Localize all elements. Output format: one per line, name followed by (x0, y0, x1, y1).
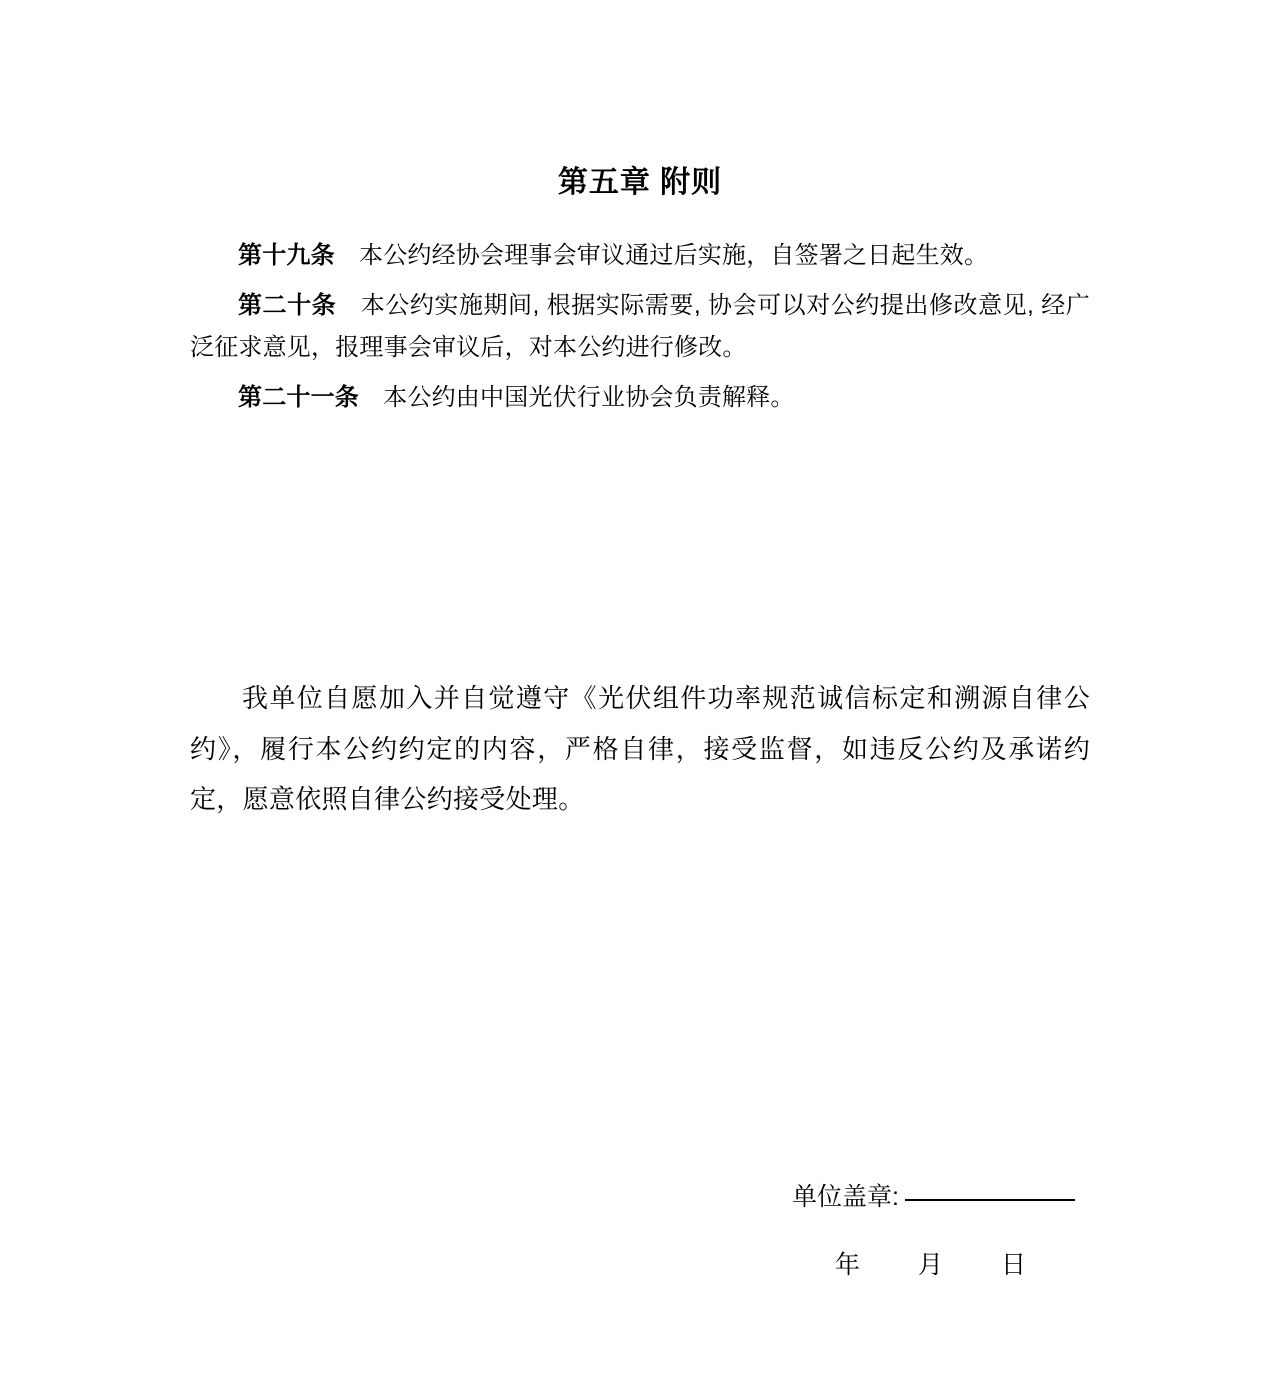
seal-line (792, 1180, 1075, 1215)
article-item (190, 285, 1090, 368)
day-label: 日 (1001, 1251, 1027, 1279)
article-list (190, 235, 1090, 418)
article-text: 本公约由中国光伏行业协会负责解释。 (359, 383, 795, 411)
article-text: 本公约实施期间, 根据实际需要, 协会可以对公约提出修改意见, 经广泛征求意见，报理事会审议后，对本公约进行修改。 (190, 292, 1090, 361)
article-label: 第十九条 (238, 242, 335, 269)
year-label: 年 (835, 1251, 861, 1279)
signature-block (792, 1180, 1075, 1281)
pledge-paragraph: 我单位自愿加入并自觉遵守《光伏组件功率规范诚信标定和溯源自律公约》，履行本公约约定的内容，严格自律，接受监督，如违反公约及承诺约定，愿意依照自律公约接受处理。 (190, 683, 1090, 815)
article-text: 本公约经协会理事会审议通过后实施，自签署之日起生效。 (334, 242, 989, 269)
article-label: 第二十条 (238, 292, 337, 320)
page-title: 第五章 附则 (557, 166, 723, 199)
article-label: 第二十一条 (238, 383, 359, 411)
article-item (190, 377, 1090, 418)
seal-label: 单位盖章: (792, 1183, 899, 1211)
article-item (190, 235, 1090, 276)
seal-underline[interactable] (905, 1199, 1075, 1201)
month-label: 月 (918, 1251, 944, 1279)
date-line (792, 1245, 1075, 1281)
